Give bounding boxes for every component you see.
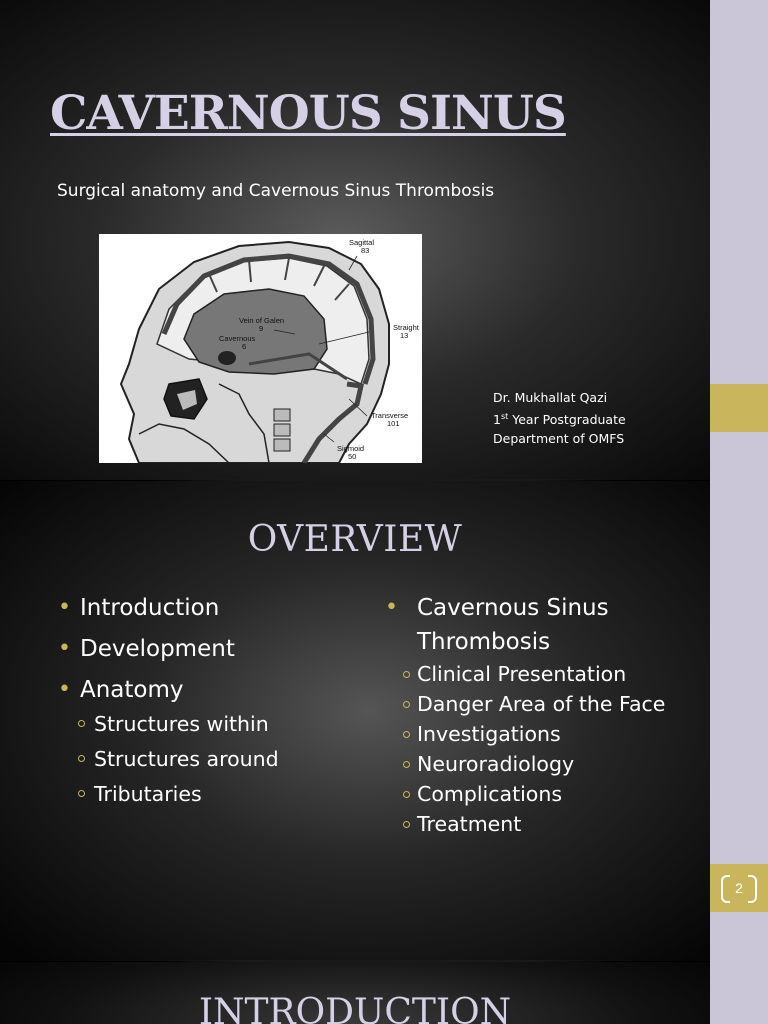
sub-list-item-label: Neuroradiology <box>417 752 575 776</box>
sub-list-item-label: Treatment <box>417 812 522 836</box>
label-sigmoid-num: 50 <box>348 452 357 461</box>
list-item-label: Introduction <box>80 595 220 621</box>
slide-2[interactable] <box>0 481 710 961</box>
overview-left-column <box>58 591 358 814</box>
sub-list-item-label: Investigations <box>417 722 561 746</box>
author-year <box>493 407 626 429</box>
sub-list-item <box>385 749 705 779</box>
bullet-icon: • <box>58 595 71 620</box>
page-number-badge[interactable] <box>710 864 768 912</box>
list-item <box>58 591 358 625</box>
list-item-label: Anatomy <box>80 677 184 703</box>
left-bracket-icon <box>721 875 730 903</box>
sub-list-item <box>58 709 358 739</box>
ring-bullet-icon <box>78 790 85 797</box>
sub-list-item <box>385 689 705 719</box>
bullet-icon: • <box>58 677 71 702</box>
list-item-label-line1: Cavernous Sinus <box>417 595 609 621</box>
ring-bullet-icon <box>403 731 410 738</box>
sub-list-item-label: Structures within <box>94 712 269 736</box>
author-name: Dr. Mukhallat Qazi <box>493 390 608 405</box>
label-sagittal: Sagittal <box>349 238 375 247</box>
label-vein-of-galen: Vein of Galen <box>239 316 285 325</box>
slide-title: OVERVIEW <box>247 519 463 560</box>
ring-bullet-icon <box>78 720 85 727</box>
sub-list-item <box>58 744 358 774</box>
list-item <box>385 591 705 659</box>
sub-list-item-label: Complications <box>417 782 563 806</box>
skull-venous-sinus-figure <box>99 234 422 463</box>
sub-list-item <box>385 659 705 689</box>
right-bracket-icon <box>748 875 757 903</box>
bullet-icon: • <box>58 636 71 661</box>
label-vein-of-galen-num: 9 <box>259 324 264 333</box>
slide-3[interactable] <box>0 962 710 1024</box>
sub-list-item-label: Danger Area of the Face <box>417 692 666 716</box>
label-straight: Straight <box>393 323 419 332</box>
page-number-frame <box>717 873 761 903</box>
sub-list-item-label: Structures around <box>94 747 279 771</box>
ring-bullet-icon <box>403 671 410 678</box>
ring-bullet-icon <box>403 791 410 798</box>
label-straight-num: 13 <box>400 331 409 340</box>
author-year-num: 1 <box>493 412 501 428</box>
author-year-sup: st <box>500 412 509 421</box>
sub-list-item <box>385 779 705 809</box>
author-year-rest: Year Postgraduate <box>508 412 626 428</box>
label-sigmoid: Sigmoid <box>337 444 365 453</box>
label-cavernous: Cavernous <box>219 334 256 343</box>
ring-bullet-icon <box>403 821 410 828</box>
page-number: 2 <box>735 880 743 896</box>
label-transverse: Transverse <box>371 411 409 420</box>
ring-bullet-icon <box>78 755 85 762</box>
sub-list-item <box>385 719 705 749</box>
sub-list-item <box>385 809 705 839</box>
ring-bullet-icon <box>403 701 410 708</box>
overview-right-column <box>385 591 705 839</box>
label-cavernous-num: 6 <box>242 342 247 351</box>
list-item-label: Development <box>80 636 235 662</box>
label-transverse-num: 101 <box>387 419 400 428</box>
slide-title: CAVERNOUS SINUS <box>50 86 566 141</box>
sub-list-item <box>58 779 358 809</box>
label-sagittal-num: 83 <box>361 246 370 255</box>
list-item <box>58 673 358 707</box>
author-department: Department of OMFS <box>493 431 625 447</box>
sidebar-accent-block <box>710 384 768 432</box>
ring-bullet-icon <box>403 761 410 768</box>
slide-subtitle: Surgical anatomy and Cavernous Sinus Thrombosis <box>57 181 495 201</box>
slide-1[interactable] <box>0 0 710 480</box>
slide-title: INTRODUCTION <box>198 992 512 1024</box>
list-item <box>58 632 358 666</box>
sub-list-item-label: Clinical Presentation <box>417 662 627 686</box>
list-item-label-line2: Thrombosis <box>417 629 551 655</box>
bullet-icon: • <box>385 595 398 620</box>
sub-list-item-label: Tributaries <box>94 782 202 806</box>
author-block <box>493 388 626 448</box>
